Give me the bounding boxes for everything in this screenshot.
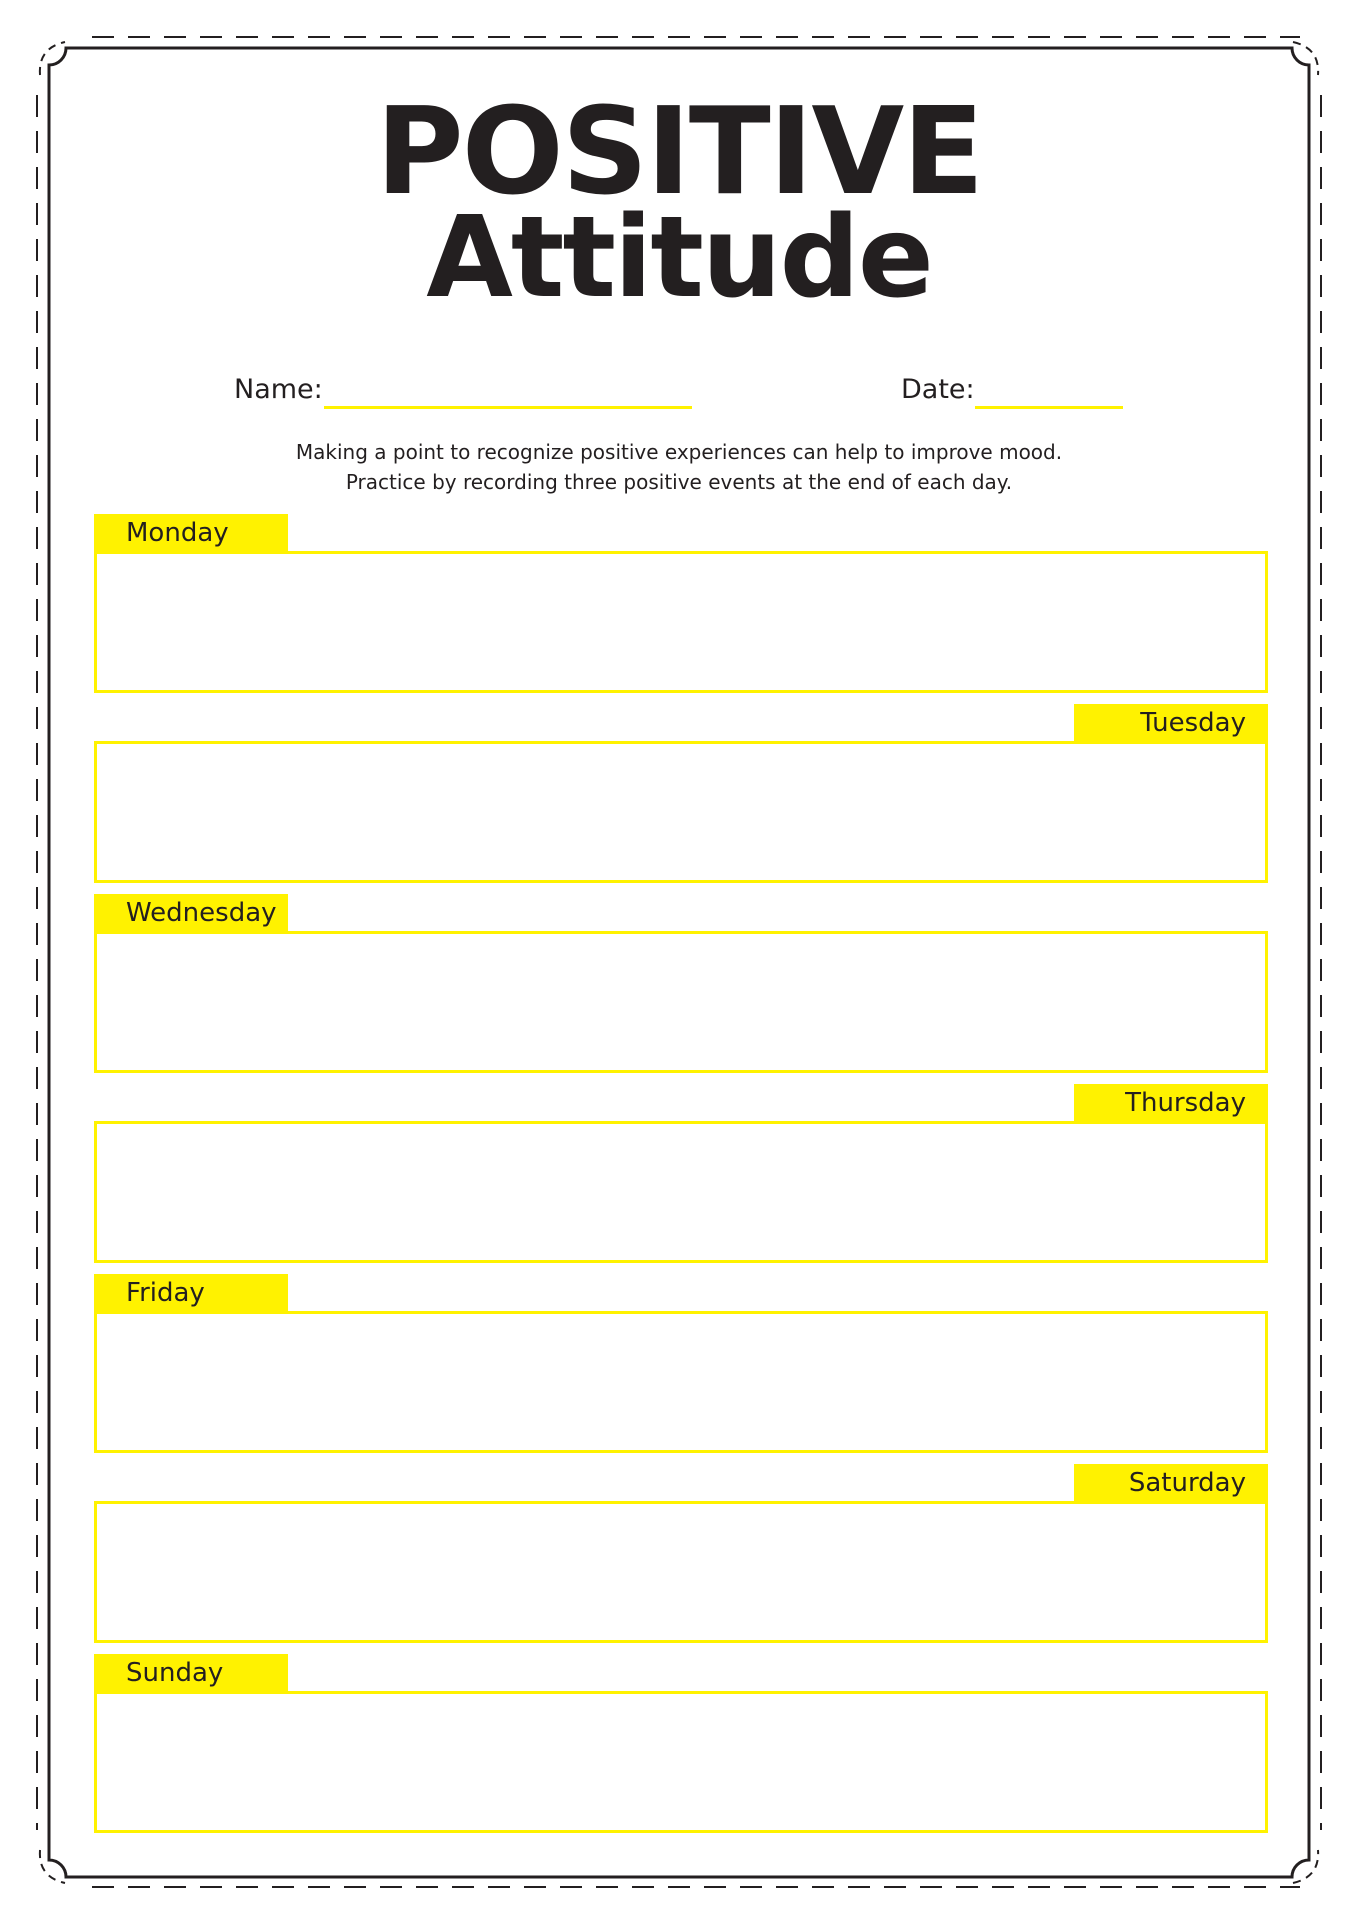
day-entry-box-tuesday[interactable] <box>94 741 1268 883</box>
day-tab-monday: Monday <box>94 514 288 551</box>
day-entry-box-friday[interactable] <box>94 1311 1268 1453</box>
day-tab-tuesday: Tuesday <box>1074 704 1268 741</box>
day-tab-sunday: Sunday <box>94 1654 288 1691</box>
name-label: Name: <box>234 374 323 405</box>
day-tab-wednesday: Wednesday <box>94 894 288 931</box>
instructions <box>0 437 1358 497</box>
name-field[interactable] <box>324 406 692 409</box>
date-field[interactable] <box>975 406 1123 409</box>
day-tab-saturday: Saturday <box>1074 1464 1268 1501</box>
day-entry-box-thursday[interactable] <box>94 1121 1268 1263</box>
date-label: Date: <box>901 374 975 405</box>
instructions-line-2: Practice by recording three positive events at the end of each day. <box>345 470 1013 494</box>
title-positive: POSITIVE <box>375 83 983 222</box>
day-tab-friday: Friday <box>94 1274 288 1311</box>
day-entry-box-wednesday[interactable] <box>94 931 1268 1073</box>
title-attitude: Attitude <box>426 193 932 323</box>
day-entry-box-sunday[interactable] <box>94 1691 1268 1833</box>
instructions-line-1: Making a point to recognize positive experiences can help to improve mood. <box>295 440 1063 464</box>
day-tab-thursday: Thursday <box>1074 1084 1268 1121</box>
day-entry-box-monday[interactable] <box>94 551 1268 693</box>
day-entry-box-saturday[interactable] <box>94 1501 1268 1643</box>
